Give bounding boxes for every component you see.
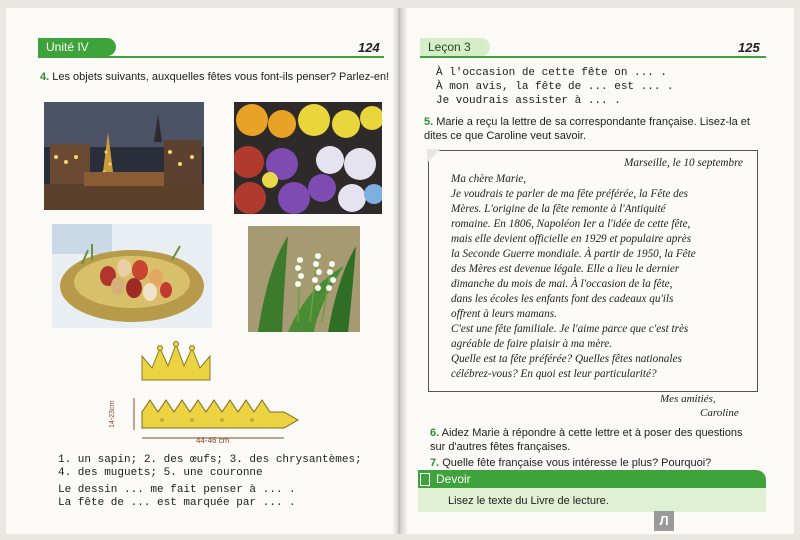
lesson-label: Leçon 3: [428, 40, 471, 54]
letter-line-9: offrent à leurs mamans.: [451, 308, 557, 320]
devoir-text: Lisez le texte du Livre de lecture.: [448, 495, 609, 507]
letter-date: Marseille, le 10 septembre: [624, 157, 743, 169]
letter-line-8: dans les écoles les enfants font des cadeaux qu'ils: [451, 293, 674, 305]
letter-line-4: mais elle devient officielle en 1929 et populaire après: [451, 233, 692, 245]
book-gutter: [392, 8, 408, 534]
letter-line-7: dimanche du mois de mai. À l'occasion de la fête,: [451, 278, 673, 290]
letter-line-6: des Mères est devenue légale. Elle a lieu le dernier: [451, 263, 680, 275]
easter-eggs-photo: [52, 224, 212, 328]
lily-of-the-valley-photo: [248, 226, 360, 332]
exercise-6-line-1: Aidez Marie à répondre à cette lettre et à poser des questions: [441, 427, 743, 439]
phrase-3: Je voudrais assister à ... .: [436, 95, 621, 107]
letter-line-10: C'est une fête familiale. Je l'aime parce que c'est très: [451, 323, 689, 335]
exercise-4: [40, 70, 390, 84]
exercise-5-line-2: dites ce que Caroline veut savoir.: [424, 130, 587, 142]
phrase-2: À mon avis, la fête de ... est ... .: [436, 81, 674, 93]
exercise-4-number: 4.: [40, 71, 50, 83]
letter-fold-corner: [427, 149, 441, 163]
exercise-5: [424, 115, 768, 129]
answer-line-1: 1. un sapin; 2. des œufs; 3. des chrysantèmes;: [58, 454, 362, 466]
letter-signature: Caroline: [700, 407, 739, 419]
letter-line-3: romaine. En 1806, Napoléon Ier a l'idée de cette fête,: [451, 218, 691, 230]
crown-width-label: 44-46 cm: [196, 436, 230, 445]
frame-line-1: Le dessin ... me fait penser à ... .: [58, 484, 296, 496]
letter-line-12: Quelle est ta fête préférée? Quelles fêtes nationales: [451, 353, 682, 365]
crown-height-label: 14-23cm: [109, 400, 116, 428]
lesson-header-tab: [420, 38, 490, 56]
exercise-6: [430, 426, 770, 440]
exercise-6-number: 6.: [430, 427, 440, 439]
phrase-1: À l'occasion de cette fête on ... .: [436, 67, 668, 79]
crown-drawing: [138, 340, 214, 384]
letter-line-2: Mères. L'origine de la fête remonte à l'Antiquité: [451, 203, 666, 215]
unit-header-rule: [38, 56, 384, 58]
christmas-market-photo: [44, 102, 204, 210]
frame-line-2: La fête de ... est marquée par ... .: [58, 497, 296, 509]
devoir-label: Devoir: [436, 472, 471, 486]
letter-line-13: célébrez-vous? En quoi est leur particularité?: [451, 368, 657, 380]
letter-line-11: agréable de faire plaisir à ma mère.: [451, 338, 613, 350]
exercise-4-prompt: Les objets suivants, auxquelles fêtes vous font-ils penser? Parlez-en!: [52, 71, 390, 83]
letter-box: [428, 150, 758, 392]
letter-line-5: la Seconde Guerre mondiale. À partir de 1950, la Fête: [451, 248, 696, 260]
exercise-5-number: 5.: [424, 116, 434, 128]
chrysanthemums-photo: [234, 102, 382, 214]
answer-line-2: 4. des muguets; 5. une couronne: [58, 467, 263, 479]
exercise-7-number: 7.: [430, 457, 440, 469]
exercise-7: [430, 456, 711, 470]
left-page-number: 124: [358, 40, 380, 55]
unit-label: Unité IV: [46, 40, 89, 54]
publisher-watermark-logo: Л: [654, 511, 674, 531]
exercise-7-text: Quelle fête française vous intéresse le plus? Pourquoi?: [442, 457, 712, 469]
notebook-icon: [420, 473, 430, 486]
letter-salutation: Ma chère Marie,: [451, 173, 527, 185]
letter-line-1: Je voudrais te parler de ma fête préférée, la Fête des: [451, 188, 689, 200]
exercise-5-line-1: Marie a reçu la lettre de sa correspondante française. Lisez-la et: [436, 116, 750, 128]
right-page-number: 125: [738, 40, 760, 55]
lesson-header-rule: [420, 56, 766, 58]
letter-closing: Mes amitiés,: [660, 393, 716, 405]
exercise-6-line-2: sur d'autres fêtes françaises.: [430, 441, 571, 453]
unit-header-tab: [38, 38, 116, 56]
